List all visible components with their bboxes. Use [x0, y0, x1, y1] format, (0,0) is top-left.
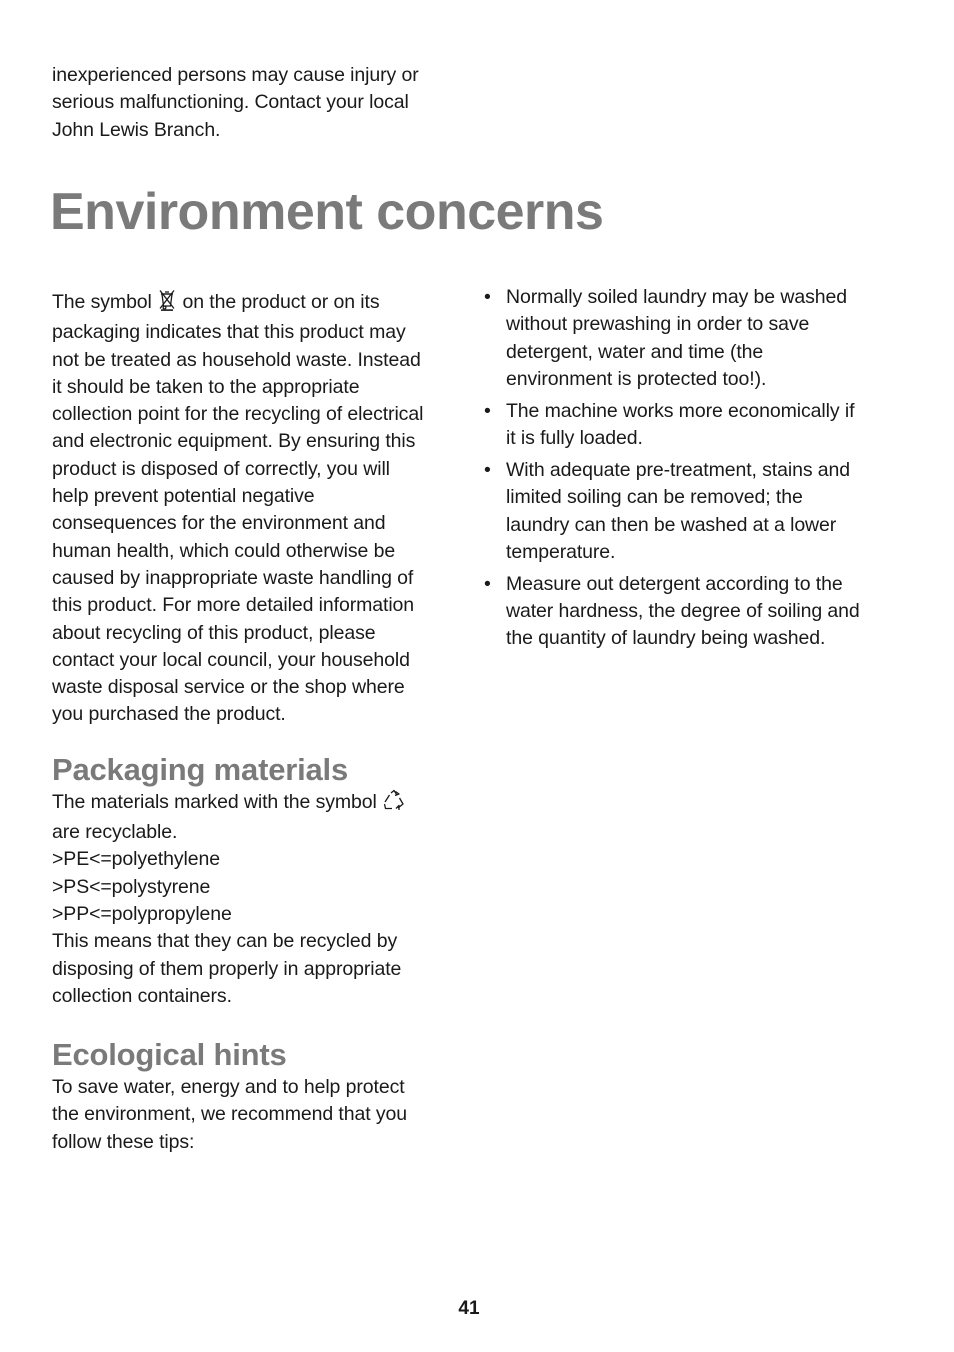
crossed-out-wheelie-bin-icon: [157, 289, 177, 319]
text-line: not be treated as household waste. Instead: [52, 348, 421, 371]
text-line: This means that they can be recycled by: [52, 930, 398, 953]
recycle-icon: [382, 789, 406, 819]
text-line: To save water, energy and to help protect: [52, 1076, 405, 1099]
text-line: Measure out detergent according to the: [506, 572, 843, 595]
text-line: John Lewis Branch.: [52, 118, 221, 141]
text-line: [52, 789, 457, 819]
packaging-lead: The materials marked with the symbol: [52, 790, 377, 813]
text-line: The machine works more economically if: [506, 399, 855, 422]
text-line: disposing of them properly in appropriate: [52, 957, 402, 980]
bullet: •: [484, 286, 491, 308]
right-column: [482, 284, 882, 657]
text-line: serious malfunctioning. Contact your local: [52, 91, 409, 114]
text-line: it is fully loaded.: [506, 427, 643, 450]
text-line: environment is protected too!).: [506, 367, 767, 390]
bullet: •: [484, 572, 491, 595]
page-number: 41: [458, 1298, 480, 1319]
left-column: [52, 289, 457, 1156]
text-line: limited soiling can be removed; the: [506, 486, 803, 509]
text-line: >PS<=polystyrene: [52, 875, 211, 898]
text-line: water hardness, the degree of soiling and: [506, 600, 860, 623]
disposal-lead: The symbol: [52, 291, 152, 313]
text-line: laundry can then be washed at a lower: [506, 513, 837, 536]
text-line: it should be taken to the appropriate: [52, 375, 360, 398]
page-title: Environment concerns: [50, 183, 604, 241]
text-line: are recyclable.: [52, 821, 178, 844]
text-line: Normally soiled laundry may be washed: [506, 286, 847, 308]
text-line: contact your local council, your household: [52, 648, 410, 671]
text-line: about recycling of this product, please: [52, 621, 376, 644]
text-line: without prewashing in order to save: [506, 313, 810, 336]
intro-paragraph: [52, 62, 452, 144]
text-line: With adequate pre-treatment, stains and: [506, 458, 851, 481]
text-line: human health, which could otherwise be: [52, 539, 396, 562]
text-line: temperature.: [506, 540, 616, 563]
bullet: •: [484, 458, 491, 481]
ecological-heading: Ecological hints: [52, 1037, 287, 1073]
text-line: waste disposal service or the shop where: [52, 676, 405, 699]
text-line: product is disposed of correctly, you will: [52, 457, 390, 480]
text-line: help prevent potential negative: [52, 485, 315, 508]
text-line: collection containers.: [52, 984, 232, 1007]
list-item: [482, 571, 882, 653]
tips-list: [482, 284, 882, 653]
list-item: [482, 284, 882, 393]
disposal-after-symbol: on the product or on its: [182, 291, 380, 313]
list-item: [482, 398, 882, 453]
text-line: and electronic equipment. By ensuring this: [52, 430, 416, 453]
packaging-heading: Packaging materials: [52, 751, 349, 787]
ecological-paragraph: [52, 1074, 457, 1156]
list-item: [482, 457, 882, 566]
text-line: >PE<=polyethylene: [52, 848, 220, 871]
packaging-paragraph: [52, 789, 457, 1010]
text-line: collection point for the recycling of electrical: [52, 403, 424, 426]
bullet: •: [484, 399, 491, 422]
text-line: caused by inappropriate waste handling of: [52, 566, 414, 589]
text-line: inexperienced persons may cause injury or: [52, 64, 419, 86]
text-line: consequences for the environment and: [52, 512, 386, 535]
text-line: this product. For more detailed information: [52, 594, 415, 617]
text-line: [52, 289, 457, 319]
text-line: >PP<=polypropylene: [52, 902, 232, 925]
text-line: follow these tips:: [52, 1130, 195, 1153]
text-line: packaging indicates that this product may: [52, 321, 406, 344]
text-line: detergent, water and time (the: [506, 340, 764, 363]
text-line: the quantity of laundry being washed.: [506, 627, 826, 650]
text-line: you purchased the product.: [52, 703, 286, 726]
disposal-paragraph: [52, 289, 457, 729]
text-line: the environment, we recommend that you: [52, 1103, 407, 1126]
